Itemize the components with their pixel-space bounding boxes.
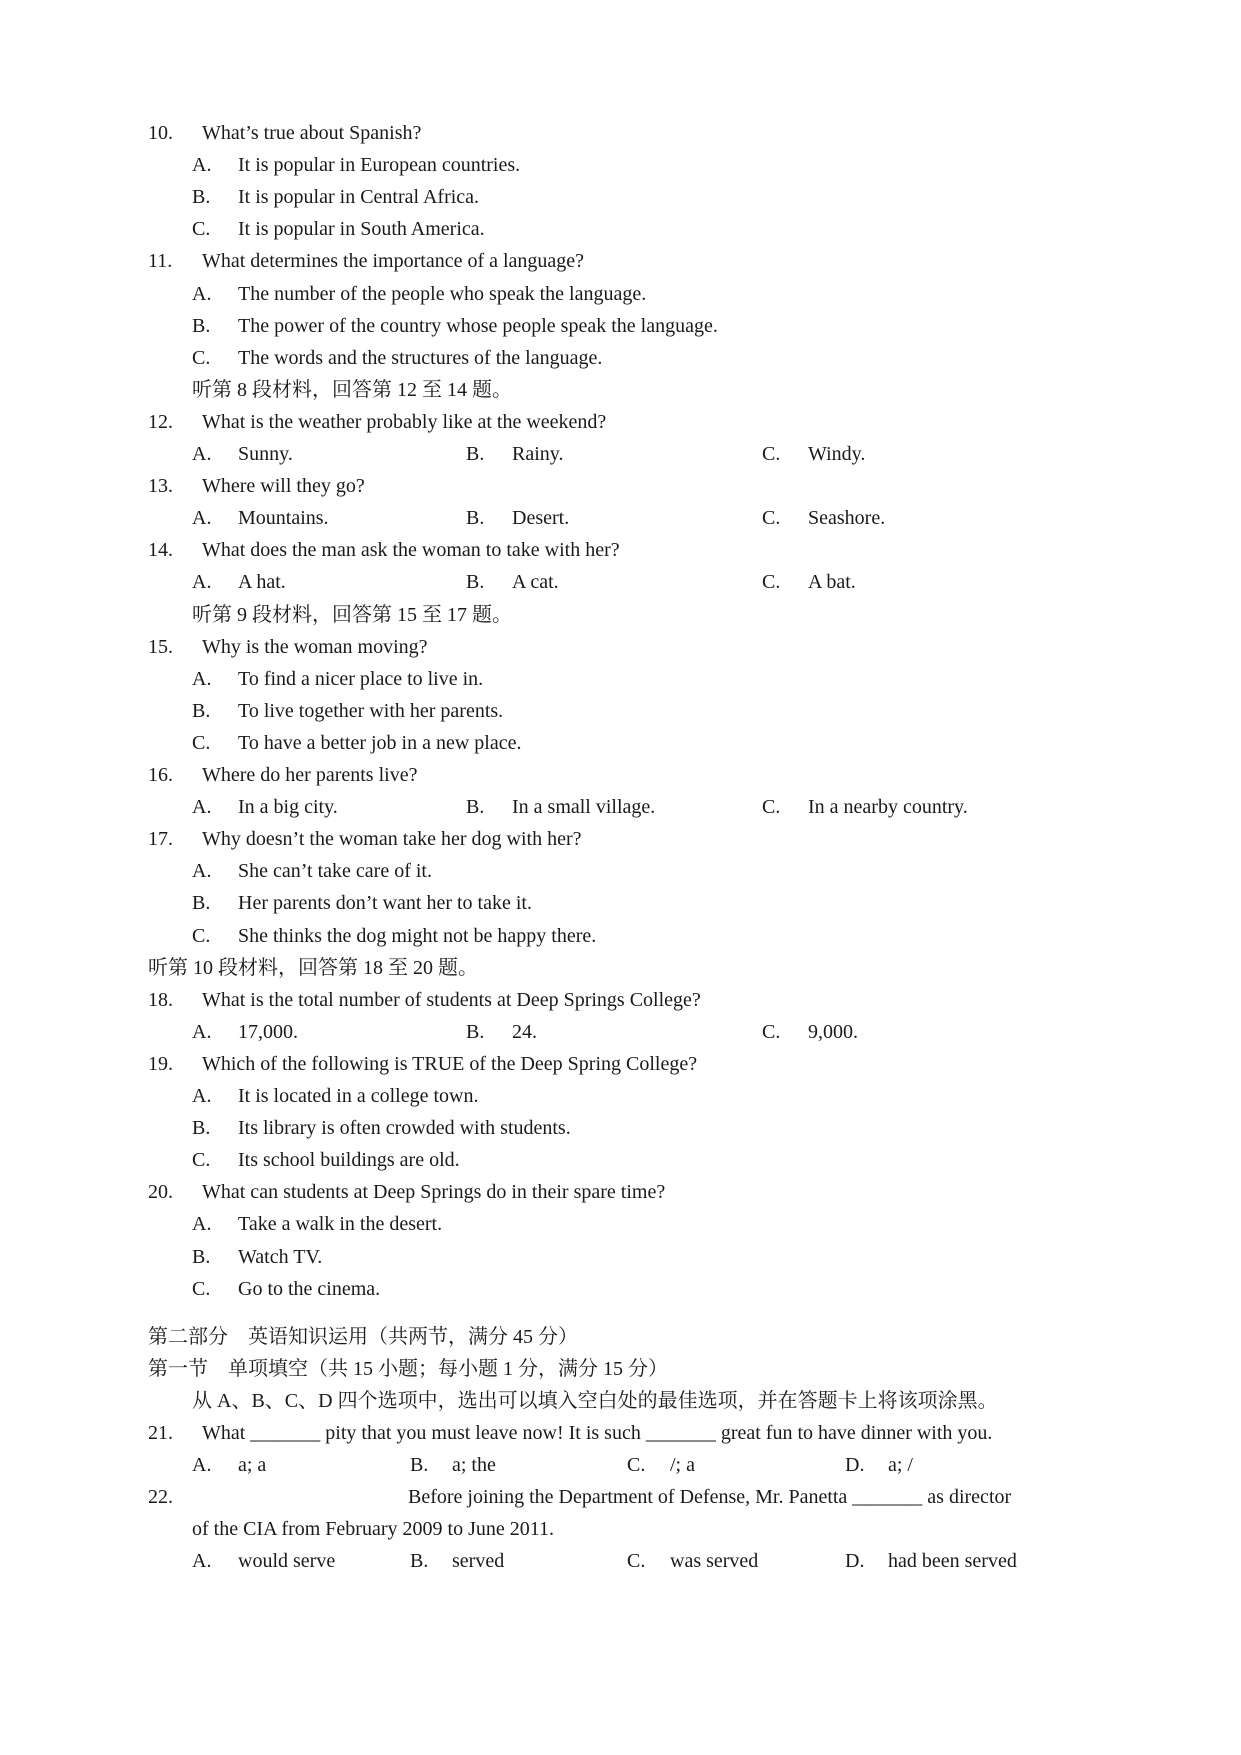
option-line <box>0 506 1241 530</box>
option-letter: C. <box>627 1454 646 1476</box>
option-text: To live together with her parents. <box>238 700 504 722</box>
section-heading <box>0 956 1241 980</box>
instruction-text: of the CIA from February 2009 to June 2011. <box>192 1518 554 1540</box>
question-stem: Why is the woman moving? <box>202 636 428 658</box>
option-letter: B. <box>410 1550 429 1572</box>
option-text: In a small village. <box>512 796 656 818</box>
option-text: Watch TV. <box>238 1246 323 1268</box>
question-number: 10. <box>148 122 173 144</box>
option-letter: A. <box>192 443 212 465</box>
instruction-line <box>0 378 1241 402</box>
question-number: 19. <box>148 1053 173 1075</box>
option-letter: B. <box>466 571 485 593</box>
option-letter: B. <box>466 507 485 529</box>
option-letter: A. <box>192 283 212 305</box>
question-line <box>0 1485 1241 1509</box>
option-text: A bat. <box>808 571 856 593</box>
option-text: It is popular in South America. <box>238 218 485 240</box>
option-line <box>0 1020 1241 1044</box>
option-letter: A. <box>192 1454 212 1476</box>
option-line <box>0 346 1241 370</box>
question-number: 22. <box>148 1486 173 1508</box>
option-text: It is popular in Central Africa. <box>238 186 480 208</box>
instruction-text: 听第 8 段材料，回答第 12 至 14 题。 <box>192 379 512 401</box>
option-text: a; the <box>452 1454 496 1476</box>
section-heading <box>0 1357 1241 1381</box>
option-letter: B. <box>410 1454 429 1476</box>
question-line <box>0 410 1241 434</box>
option-letter: C. <box>192 347 211 369</box>
option-letter: C. <box>762 571 781 593</box>
option-line <box>0 1084 1241 1108</box>
question-stem: Why doesn’t the woman take her dog with her? <box>202 828 582 850</box>
option-text: served <box>452 1550 505 1572</box>
option-letter: B. <box>192 186 211 208</box>
section-text: 第二部分 英语知识运用（共两节，满分 45 分） <box>148 1326 578 1348</box>
option-text: It is located in a college town. <box>238 1085 479 1107</box>
option-text: a; a <box>238 1454 267 1476</box>
instruction-text: 从 A、B、C、D 四个选项中，选出可以填入空白处的最佳选项，并在答题卡上将该项涂黑。 <box>192 1390 998 1412</box>
option-line <box>0 1245 1241 1269</box>
question-line <box>0 1421 1241 1445</box>
question-stem: What determines the importance of a language? <box>202 250 585 272</box>
instruction-text: 听第 9 段材料，回答第 15 至 17 题。 <box>192 604 512 626</box>
option-line <box>0 924 1241 948</box>
question-stem: What _______ pity that you must leave now! It is such _______ great fun to have dinner with you. <box>202 1422 993 1444</box>
option-text: She can’t take care of it. <box>238 860 432 882</box>
question-line <box>0 474 1241 498</box>
question-number: 11. <box>148 250 173 272</box>
option-line <box>0 185 1241 209</box>
option-letter: C. <box>192 732 211 754</box>
option-letter: B. <box>192 892 211 914</box>
option-letter: A. <box>192 154 212 176</box>
option-letter: A. <box>192 1085 212 1107</box>
option-line <box>0 731 1241 755</box>
section-text: 听第 10 段材料，回答第 18 至 20 题。 <box>148 957 478 979</box>
option-text: had been served <box>888 1550 1017 1572</box>
option-text: 24. <box>512 1021 537 1043</box>
option-letter: A. <box>192 796 212 818</box>
question-line <box>0 988 1241 1012</box>
option-line <box>0 699 1241 723</box>
option-text: 17,000. <box>238 1021 298 1043</box>
option-text: To have a better job in a new place. <box>238 732 522 754</box>
option-text: Its school buildings are old. <box>238 1149 460 1171</box>
instruction-line <box>0 603 1241 627</box>
question-number: 14. <box>148 539 173 561</box>
question-number: 15. <box>148 636 173 658</box>
question-number: 16. <box>148 764 173 786</box>
option-letter: A. <box>192 860 212 882</box>
option-text: It is popular in European countries. <box>238 154 521 176</box>
option-line <box>0 442 1241 466</box>
option-text: A cat. <box>512 571 559 593</box>
option-text: A hat. <box>238 571 286 593</box>
option-letter: A. <box>192 571 212 593</box>
question-stem: What is the weather probably like at the weekend? <box>202 411 607 433</box>
option-line <box>0 1277 1241 1301</box>
question-line <box>0 249 1241 273</box>
option-text: Take a walk in the desert. <box>238 1213 443 1235</box>
option-text: Rainy. <box>512 443 564 465</box>
option-letter: B. <box>466 796 485 818</box>
option-text: In a nearby country. <box>808 796 968 818</box>
option-letter: D. <box>845 1454 865 1476</box>
option-letter: B. <box>192 315 211 337</box>
question-line <box>0 1052 1241 1076</box>
question-number: 21. <box>148 1422 173 1444</box>
option-line <box>0 1116 1241 1140</box>
question-line <box>0 538 1241 562</box>
option-letter: B. <box>466 1021 485 1043</box>
question-number: 17. <box>148 828 173 850</box>
option-letter: A. <box>192 1213 212 1235</box>
option-text: Desert. <box>512 507 570 529</box>
option-letter: B. <box>192 1246 211 1268</box>
question-stem: Where will they go? <box>202 475 365 497</box>
option-line <box>0 282 1241 306</box>
option-line <box>0 795 1241 819</box>
option-text: Windy. <box>808 443 866 465</box>
question-number: 12. <box>148 411 173 433</box>
question-number: 13. <box>148 475 173 497</box>
option-line <box>0 570 1241 594</box>
option-line <box>0 891 1241 915</box>
question-line <box>0 121 1241 145</box>
option-line <box>0 859 1241 883</box>
option-letter: C. <box>192 1149 211 1171</box>
option-letter: A. <box>192 668 212 690</box>
option-text: To find a nicer place to live in. <box>238 668 484 690</box>
option-letter: B. <box>192 700 211 722</box>
option-text: The number of the people who speak the language. <box>238 283 647 305</box>
option-letter: C. <box>192 218 211 240</box>
option-letter: D. <box>845 1550 865 1572</box>
option-text: The power of the country whose people speak the language. <box>238 315 718 337</box>
option-letter: C. <box>762 507 781 529</box>
option-letter: A. <box>192 1021 212 1043</box>
option-letter: A. <box>192 507 212 529</box>
question-line <box>0 763 1241 787</box>
question-number: 18. <box>148 989 173 1011</box>
question-stem: What’s true about Spanish? <box>202 122 422 144</box>
section-text: 第一节 单项填空（共 15 小题；每小题 1 分，满分 15 分） <box>148 1358 668 1380</box>
option-text: In a big city. <box>238 796 338 818</box>
option-text: Mountains. <box>238 507 329 529</box>
option-letter: B. <box>192 1117 211 1139</box>
option-line <box>0 1212 1241 1236</box>
question-stem: What is the total number of students at Deep Springs College? <box>202 989 701 1011</box>
option-letter: C. <box>192 1278 211 1300</box>
instruction-line <box>0 1389 1241 1413</box>
option-text: /; a <box>670 1454 695 1476</box>
question-stem: Before joining the Department of Defense, Mr. Panetta _______ as director <box>408 1486 1012 1508</box>
option-text: was served <box>670 1550 759 1572</box>
instruction-line <box>0 1517 1241 1541</box>
option-text: Its library is often crowded with students. <box>238 1117 571 1139</box>
option-letter: C. <box>762 796 781 818</box>
option-letter: C. <box>762 1021 781 1043</box>
question-stem: Where do her parents live? <box>202 764 418 786</box>
option-letter: C. <box>192 925 211 947</box>
option-line <box>0 153 1241 177</box>
question-stem: Which of the following is TRUE of the Deep Spring College? <box>202 1053 698 1075</box>
option-letter: A. <box>192 1550 212 1572</box>
option-letter: C. <box>627 1550 646 1572</box>
option-text: Seashore. <box>808 507 886 529</box>
option-text: a; / <box>888 1454 913 1476</box>
option-text: Sunny. <box>238 443 293 465</box>
option-line <box>0 1453 1241 1477</box>
option-text: Go to the cinema. <box>238 1278 381 1300</box>
option-text: She thinks the dog might not be happy there. <box>238 925 597 947</box>
question-line <box>0 1180 1241 1204</box>
option-letter: C. <box>762 443 781 465</box>
option-line <box>0 217 1241 241</box>
option-text: Her parents don’t want her to take it. <box>238 892 532 914</box>
question-number: 20. <box>148 1181 173 1203</box>
option-text: The words and the structures of the language. <box>238 347 603 369</box>
option-text: 9,000. <box>808 1021 858 1043</box>
question-stem: What can students at Deep Springs do in their spare time? <box>202 1181 666 1203</box>
section-heading <box>0 1325 1241 1349</box>
option-letter: B. <box>466 443 485 465</box>
option-line <box>0 1148 1241 1172</box>
option-text: would serve <box>238 1550 336 1572</box>
option-line <box>0 1549 1241 1573</box>
question-line <box>0 827 1241 851</box>
question-stem: What does the man ask the woman to take with her? <box>202 539 620 561</box>
question-line <box>0 635 1241 659</box>
option-line <box>0 314 1241 338</box>
option-line <box>0 667 1241 691</box>
